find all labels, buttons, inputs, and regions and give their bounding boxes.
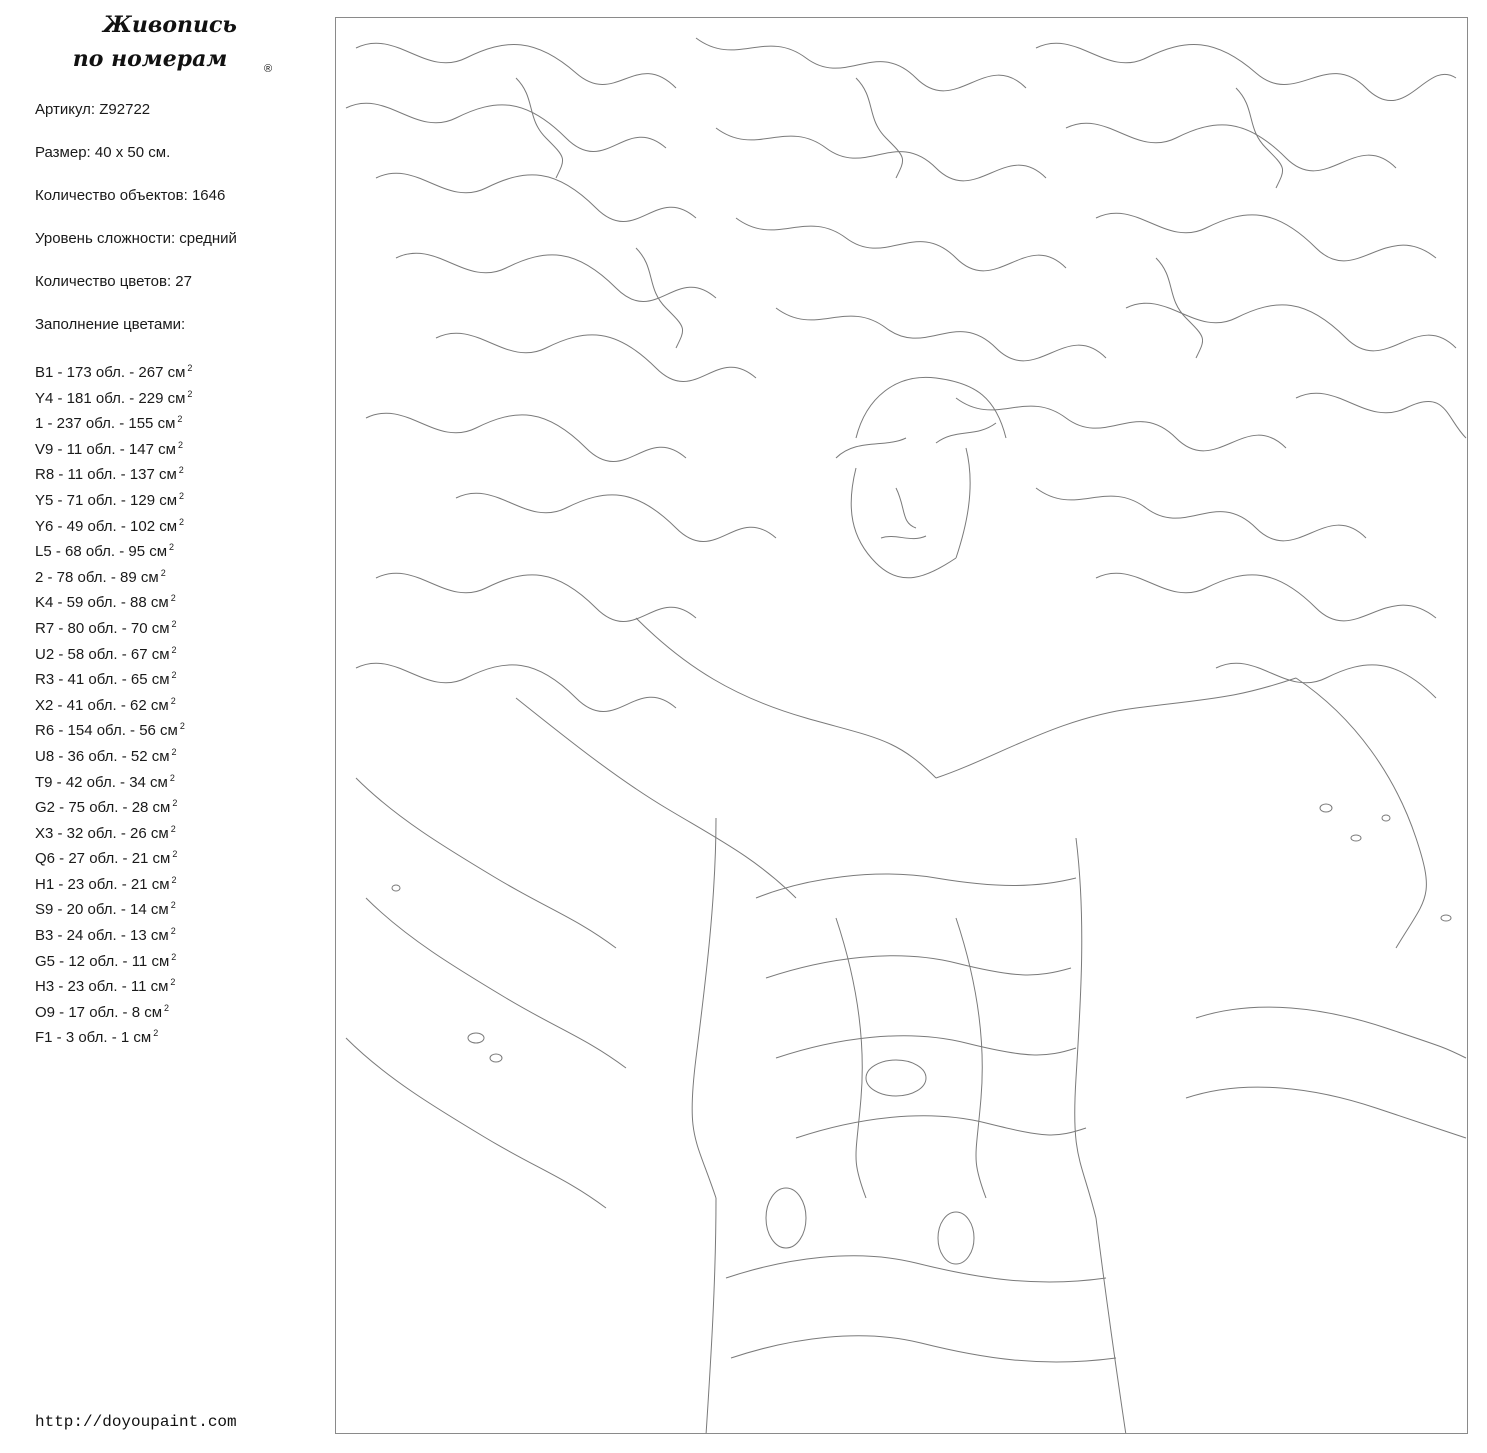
body-contours — [346, 618, 1466, 1434]
legend-item — [35, 870, 325, 896]
legend-item-superscript: 2 — [171, 951, 177, 962]
legend-item — [35, 921, 325, 947]
legend-item — [35, 972, 325, 998]
legend-item-text: R8 - 11 обл. - 137 см — [35, 466, 177, 484]
hair-contours — [346, 38, 1466, 712]
legend-item-text: H3 - 23 обл. - 11 см — [35, 978, 169, 996]
legend-item-superscript: 2 — [153, 1028, 159, 1039]
legend-item-text: G2 - 75 обл. - 28 см — [35, 799, 171, 817]
legend-item-text: K4 - 59 обл. - 88 см — [35, 594, 169, 612]
legend-item-text: S9 - 20 обл. - 14 см — [35, 901, 169, 919]
legend-item-text: O9 - 17 обл. - 8 см — [35, 1003, 163, 1021]
legend-item-text: X3 - 32 обл. - 26 см — [35, 824, 169, 842]
legend-item-text: Y6 - 49 обл. - 102 см — [35, 517, 178, 535]
legend-item-superscript: 2 — [172, 849, 178, 860]
legend-item-text: G5 - 12 обл. - 11 см — [35, 952, 170, 970]
legend-item-superscript: 2 — [177, 439, 183, 450]
legend-item-superscript: 2 — [169, 542, 175, 553]
article-number: Артикул: Z92722 — [35, 101, 151, 118]
color-legend — [35, 358, 325, 1049]
legend-item-text: T9 - 42 обл. - 34 см — [35, 773, 168, 791]
legend-item-text: R7 - 80 обл. - 70 см — [35, 619, 170, 637]
legend-item — [35, 435, 325, 461]
legend-item — [35, 768, 325, 794]
legend-item — [35, 793, 325, 819]
legend-item-text: V9 - 11 обл. - 147 см — [35, 440, 176, 458]
legend-item-superscript: 2 — [170, 593, 176, 604]
legend-item-superscript: 2 — [178, 465, 184, 476]
legend-item-superscript: 2 — [171, 644, 177, 655]
legend-item-superscript: 2 — [171, 746, 177, 757]
legend-item — [35, 819, 325, 845]
legend-item — [35, 614, 325, 640]
legend-item-text: Y4 - 181 обл. - 229 см — [35, 389, 186, 407]
outline-drawing — [336, 18, 1468, 1434]
legend-item-superscript: 2 — [172, 798, 178, 809]
legend-item — [35, 588, 325, 614]
legend-item-superscript: 2 — [187, 388, 193, 399]
face-contours — [836, 377, 1006, 577]
legend-item — [35, 742, 325, 768]
objects-count: Количество объектов: 1646 — [35, 187, 226, 204]
small-regions — [392, 804, 1451, 1264]
legend-item-text: X2 - 41 обл. - 62 см — [35, 696, 169, 714]
legend-item-text: R6 - 154 обл. - 56 см — [35, 722, 178, 740]
legend-item — [35, 665, 325, 691]
legend-item — [35, 358, 325, 384]
legend-item-text: U8 - 36 обл. - 52 см — [35, 747, 170, 765]
legend-item — [35, 512, 325, 538]
legend-item-text: Q6 - 27 обл. - 21 см — [35, 850, 171, 868]
colors-count: Количество цветов: 27 — [35, 273, 192, 290]
legend-item-text: 2 - 78 обл. - 89 см — [35, 568, 159, 586]
legend-item-superscript: 2 — [164, 1002, 170, 1013]
product-info — [35, 100, 325, 358]
legend-item — [35, 691, 325, 717]
legend-item — [35, 947, 325, 973]
legend-item — [35, 844, 325, 870]
canvas-size: Размер: 40 х 50 см. — [35, 144, 171, 161]
legend-item-text: R3 - 41 обл. - 65 см — [35, 671, 170, 689]
legend-item-superscript: 2 — [170, 900, 176, 911]
legend-item — [35, 998, 325, 1024]
legend-item-superscript: 2 — [171, 618, 177, 629]
legend-item — [35, 563, 325, 589]
registered-mark: ® — [264, 63, 273, 75]
legend-item — [35, 640, 325, 666]
legend-item-text: 1 - 237 обл. - 155 см — [35, 415, 176, 433]
brand-line-2: по номерам — [72, 46, 228, 72]
legend-item-superscript: 2 — [177, 414, 183, 425]
legend-item — [35, 895, 325, 921]
legend-item — [35, 537, 325, 563]
legend-item-superscript: 2 — [179, 721, 185, 732]
difficulty-level: Уровень сложности: средний — [35, 230, 237, 247]
legend-item-superscript: 2 — [169, 772, 175, 783]
legend-item — [35, 384, 325, 410]
legend-item-superscript: 2 — [170, 977, 176, 988]
legend-item-superscript: 2 — [170, 695, 176, 706]
website-link[interactable]: http://doyoupaint.com — [35, 1413, 237, 1431]
brand-logo — [0, 8, 340, 76]
outline-canvas — [335, 17, 1468, 1434]
legend-item-text: H1 - 23 обл. - 21 см — [35, 875, 170, 893]
legend-item-superscript: 2 — [170, 926, 176, 937]
legend-item-superscript: 2 — [171, 874, 177, 885]
legend-item-superscript: 2 — [187, 363, 193, 373]
legend-item-text: B3 - 24 обл. - 13 см — [35, 927, 169, 945]
legend-item-text: L5 - 68 обл. - 95 см — [35, 543, 168, 561]
legend-item-superscript: 2 — [179, 516, 185, 527]
fill-heading: Заполнение цветами: — [35, 316, 186, 333]
legend-item-text: B1 - 173 обл. - 267 см — [35, 364, 186, 381]
legend-item — [35, 460, 325, 486]
brand-line-1: Живопись — [103, 12, 237, 38]
legend-item-superscript: 2 — [160, 567, 166, 578]
legend-item-text: F1 - 3 обл. - 1 см — [35, 1029, 152, 1047]
legend-item — [35, 486, 325, 512]
legend-item — [35, 1023, 325, 1049]
legend-item-superscript: 2 — [179, 490, 185, 501]
legend-item-text: Y5 - 71 обл. - 129 см — [35, 491, 178, 509]
legend-item — [35, 716, 325, 742]
legend-item-superscript: 2 — [171, 670, 177, 681]
legend-item — [35, 409, 325, 435]
legend-item-text: U2 - 58 обл. - 67 см — [35, 645, 170, 663]
legend-item-superscript: 2 — [170, 823, 176, 834]
